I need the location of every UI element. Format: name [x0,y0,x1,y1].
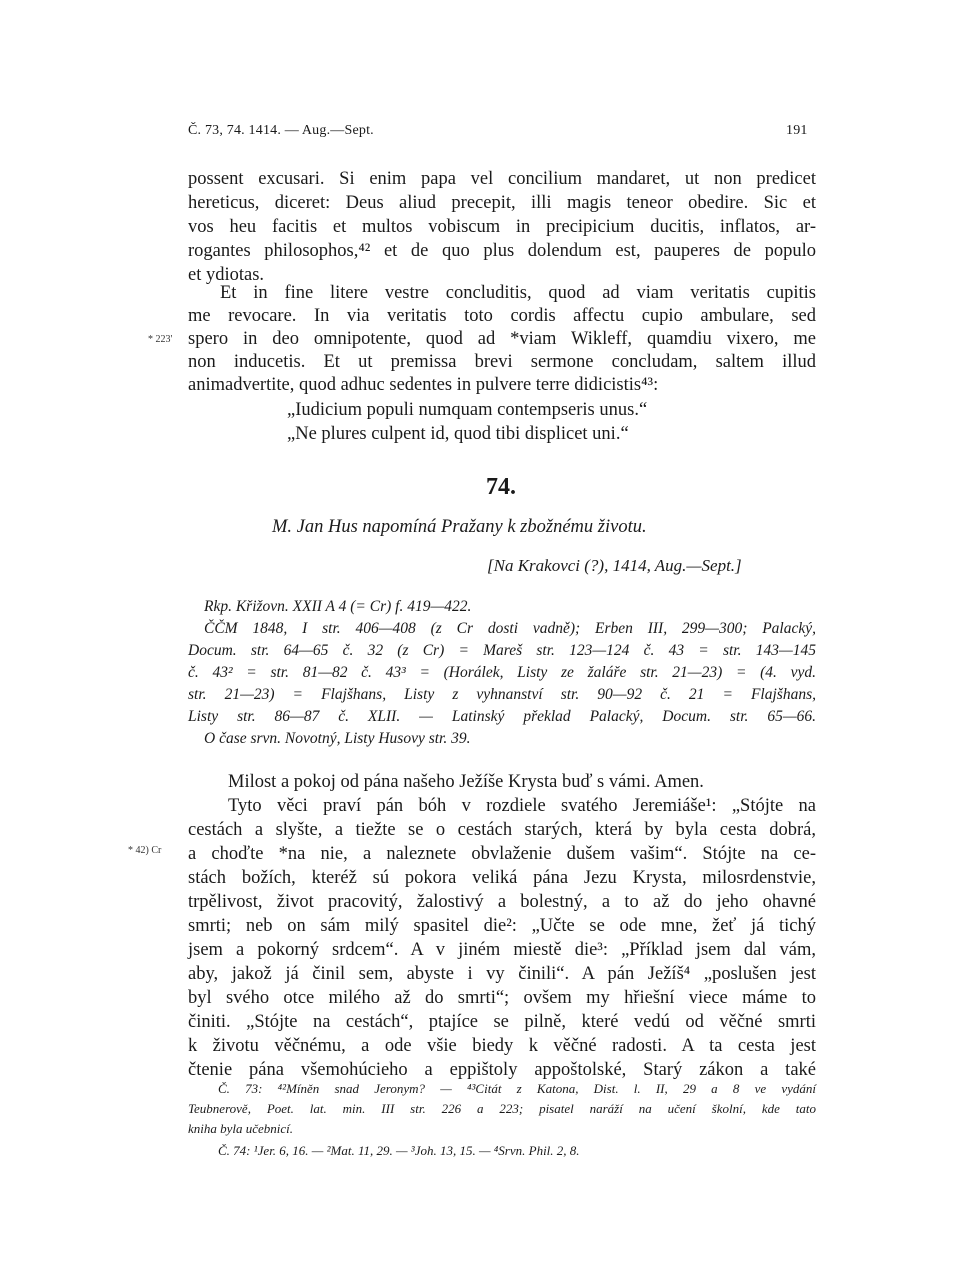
footnote-line: Teubnerově, Poet. lat. min. III str. 226 a 223; pisatel naráží na učení školní, kde tato [188,1101,816,1116]
text-line: cestách a slyšte, a tiežte se o cestách starých, která by byla cesta dobrá, [188,820,816,840]
paragraph-latin-1 [188,167,816,292]
text-line: smrti; neb on sám milý spasitel die²: „Učte se ode mne, žeť já tichý [188,916,816,936]
bibliography-line: č. 43² = str. 81—82 č. 43³ = (Horálek, Listy ze žaláře str. 21—23) = (4. vyd. [188,664,816,681]
text-line: aby, jakož já činil sem, abyste i vy činili“. A pán Ježíš⁴ „poslušen jest [188,964,816,984]
text-line: et ydiotas. [188,265,265,285]
text-line: činiti. „Stójte na cestách“, ptajíce se pilně, které vedú od věčné smrti [188,1012,816,1032]
bibliography-line: str. 21—23) = Flajšhans, Listy z vyhnanství str. 90—92 č. 21 = Flajšhans, [188,686,816,703]
footnote-line: Č. 74: ¹Jer. 6, 16. — ²Mat. 11, 29. — ³Joh. 13, 15. — ⁴Srvn. Phil. 2, 8. [218,1143,580,1158]
text-line: possent excusari. Si enim papa vel concilium mandaret, ut non predicet [188,169,816,189]
text-line: a choďte *na nie, a naleznete obvlaženie dušem vašim“. Stójte na ce- [188,844,816,864]
text-line: spero in deo omnipotente, quod ad *viam Wikleff, quamdiu vixero, me [188,329,816,349]
text-line: stách božích, kteréž sú pokora veliká pána Jezu Krysta, milosrdenstvie, [188,868,816,888]
footnote-line: kniha byla učebnicí. [188,1121,294,1136]
bibliography [188,596,816,756]
text-line: me revocare. In via veritatis toto cordis affectu cupio ambulare, sed [188,306,816,326]
letter-text [188,770,816,1090]
text-line: Tyto věci praví pán bóh v rozdiele svatého Jeremiáše¹: „Stójte na [228,796,816,816]
text-line: vos heu facitis et multos vobiscum in precipicium ducitis, inflatos, ar- [188,217,816,237]
document-title: M. Jan Hus napomíná Pražany k zbožnému životu. [272,517,647,537]
verse-line: „Ne plures culpent id, quod tibi displicet uni.“ [287,424,629,444]
text-line: non inducetis. Et ut premissa brevi sermone concludam, saltem illud [188,352,816,372]
text-line: Et in fine litere vestre concluditis, quod ad viam veritatis cupitis [220,283,816,303]
text-line: k životu věčnému, a ode všie biedy k věčné radosti. A ta cesta jest [188,1036,816,1056]
running-head: Č. 73, 74. 1414. — Aug.—Sept. [188,123,374,138]
text-line: Milost a pokoj od pána našeho Ježíše Krysta buď s vámi. Amen. [228,772,704,792]
bibliography-line: Listy str. 86—87 č. XLII. — Latinský překlad Palacký, Docum. str. 65—66. [188,708,816,725]
text-line: hereticus, diceret: Deus aliud precepit, illi magis teneor obedire. Sic et [188,193,816,213]
text-line: animadvertite, quod adhuc sedentes in pulvere terre didicistis⁴³: [188,375,659,395]
document-date: [Na Krakovci (?), 1414, Aug.—Sept.] [487,556,742,575]
verse-line: „Iudicium populi numquam contempseris unus.“ [287,400,648,420]
page-number: 191 [786,123,808,138]
footnote-line: Č. 73: ⁴²Míněn snad Jeronym? — ⁴³Citát z Katona, Dist. l. II, 29 a 8 ve vydání [218,1081,816,1096]
text-line: trpělivost, život pracovitý, žalostivý a bolestný, a to až do jeho ohavné [188,892,816,912]
text-line: byl svého otce milého až do smrti“; ovšem my hřiešní viece máme to [188,988,816,1008]
text-line: jsem a pokorný srdcem“. A v jiném miestě die³: „Příklad jsem dal vám, [188,940,816,960]
bibliography-line: ČČM 1848, I str. 406—408 (z Cr dosti vadně); Erben III, 299—300; Palacký, [204,620,816,637]
paragraph-latin-2 [188,281,816,406]
footnotes [188,1080,816,1160]
margin-note-folio: * 223' [148,334,173,345]
text-line: čtenie pána všemohúcieho a eppištoly appoštolské, Starý zákon a také [188,1060,816,1080]
margin-note-folio: * 42) Cr [128,845,162,856]
text-line: rogantes philosophos,⁴² et de quo plus dolendum est, pauperes de populo [188,241,816,261]
bibliography-line: Docum. str. 64—65 č. 32 (z Cr) = Mareš str. 123—124 č. 43 = str. 143—145 [188,642,816,659]
bibliography-line: Rkp. Křižovn. XXII A 4 (= Cr) f. 419—422. [204,598,472,615]
document-number: 74. [486,474,516,500]
bibliography-line: O čase srvn. Novotný, Listy Husovy str. 39. [204,730,471,747]
